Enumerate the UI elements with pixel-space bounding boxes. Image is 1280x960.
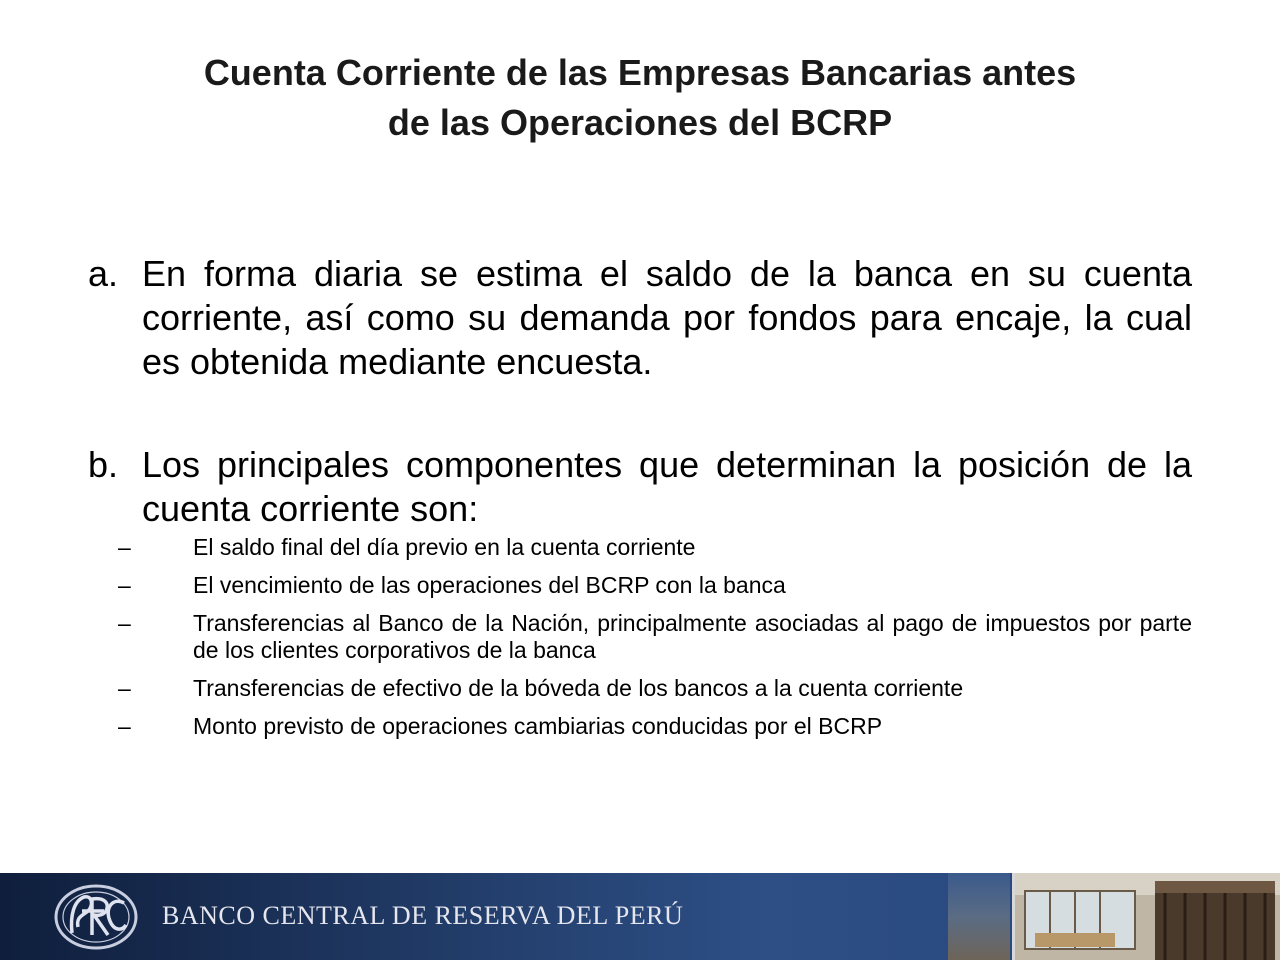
dash-marker: – bbox=[118, 572, 131, 598]
museum-interior-photo-icon bbox=[1012, 873, 1280, 960]
sub-bullet-list bbox=[118, 534, 1192, 751]
sub-bullet-text: El vencimiento de las operaciones del BCRP con la banca bbox=[193, 572, 786, 598]
sub-bullet-text: Monto previsto de operaciones cambiarias conducidas por el BCRP bbox=[193, 713, 883, 739]
bullet-text-a: En forma diaria se estima el saldo de la banca en su cuenta corriente, así como su demanda por fondos para encaje, la cual es obtenida mediante encuesta. bbox=[142, 253, 1192, 382]
dash-marker: – bbox=[118, 713, 131, 739]
sub-bullet-item bbox=[118, 610, 1192, 664]
sub-bullet-item bbox=[118, 675, 1192, 702]
title-line-1: Cuenta Corriente de las Empresas Bancarias antes bbox=[203, 52, 1077, 93]
photo-strip bbox=[948, 873, 1010, 960]
sub-bullet-text: Transferencias de efectivo de la bóveda de los bancos a la cuenta corriente bbox=[193, 675, 964, 701]
bcrp-monogram-logo-icon bbox=[48, 881, 144, 953]
bullet-item-a bbox=[88, 252, 1192, 384]
sub-bullet-text: Transferencias al Banco de la Nación, principalmente asociadas al pago de impuestos por parte de los clientes corporativos de la banca bbox=[193, 610, 1192, 663]
dash-marker: – bbox=[118, 610, 131, 636]
sub-bullet-item bbox=[118, 713, 1192, 740]
slide-title bbox=[80, 48, 1200, 148]
bank-name: BANCO CENTRAL DE RESERVA DEL PERÚ bbox=[162, 901, 684, 930]
dash-marker: – bbox=[118, 675, 131, 701]
title-line-2: de las Operaciones del BCRP bbox=[387, 102, 893, 143]
dash-marker: – bbox=[118, 534, 131, 560]
sub-bullet-item bbox=[118, 572, 1192, 599]
bullet-marker-a: a. bbox=[88, 253, 119, 294]
sub-bullet-text: El saldo final del día previo en la cuenta corriente bbox=[193, 534, 696, 560]
bullet-marker-b: b. bbox=[88, 444, 119, 485]
sub-bullet-item bbox=[118, 534, 1192, 561]
bullet-item-b bbox=[88, 443, 1192, 531]
footer-banner bbox=[0, 873, 1280, 960]
bullet-text-b: Los principales componentes que determinan la posición de la cuenta corriente son: bbox=[142, 444, 1192, 529]
